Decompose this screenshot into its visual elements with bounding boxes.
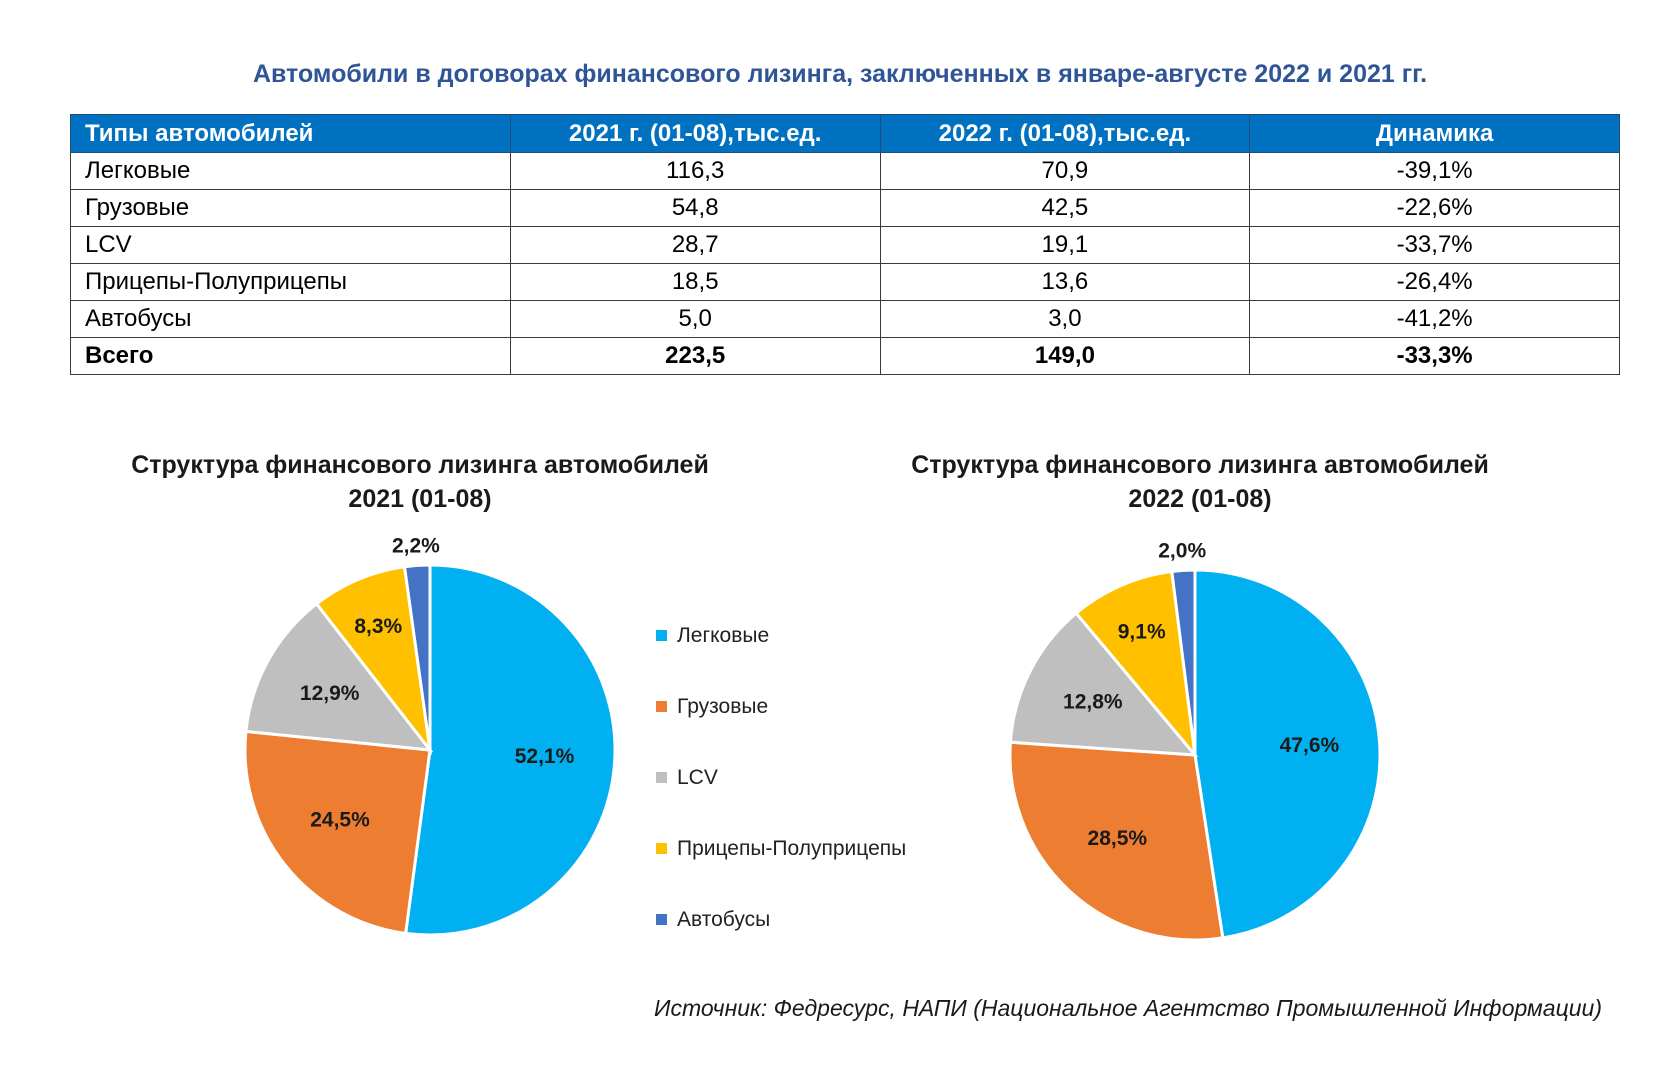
legend-item — [656, 600, 906, 671]
legend-swatch — [656, 772, 667, 783]
legend-swatch — [656, 843, 667, 854]
table-row — [71, 301, 1620, 338]
legend-label: LCV — [677, 765, 718, 789]
table-cell: 54,8 — [510, 190, 880, 227]
legend-label: Легковые — [677, 623, 770, 647]
table-cell: 18,5 — [510, 264, 880, 301]
table-cell: Всего — [71, 338, 511, 375]
table-cell: -41,2% — [1250, 301, 1620, 338]
table-cell: -33,3% — [1250, 338, 1620, 375]
legend-item — [656, 813, 906, 884]
table-cell: Автобусы — [71, 301, 511, 338]
table-cell: 13,6 — [880, 264, 1250, 301]
pie-data-label: 9,1% — [1117, 620, 1166, 644]
pie-data-label: 8,3% — [354, 614, 403, 638]
table-cell: 116,3 — [510, 153, 880, 190]
table-cell: 42,5 — [880, 190, 1250, 227]
pie-2021-title-line1: Структура финансового лизинга автомобилей — [131, 451, 709, 479]
legend-swatch — [656, 630, 667, 641]
legend-swatch — [656, 914, 667, 925]
table-header-row — [71, 115, 1620, 153]
table-cell: 3,0 — [880, 301, 1250, 338]
table-cell: 19,1 — [880, 227, 1250, 264]
legend-label: Прицепы-Полуприцепы — [677, 836, 907, 860]
pie-data-label: 24,5% — [310, 808, 370, 832]
table-row — [71, 264, 1620, 301]
pie-slice-грузовые — [245, 731, 430, 933]
pie-2021-title — [90, 448, 750, 516]
pie-data-label: 12,8% — [1063, 690, 1123, 714]
pie-data-label: 47,6% — [1279, 733, 1340, 757]
pie-2022-title — [870, 448, 1530, 516]
chart-legend — [656, 600, 906, 955]
pie-data-label: 12,9% — [299, 681, 360, 705]
table-header-cell: Типы автомобилей — [71, 115, 511, 153]
table-cell: 223,5 — [510, 338, 880, 375]
pie-2022-title-line1: Структура финансового лизинга автомобилей — [911, 451, 1489, 479]
table-row — [71, 190, 1620, 227]
table-cell: -33,7% — [1250, 227, 1620, 264]
pie-2022-title-line2: 2022 (01-08) — [1128, 485, 1272, 513]
table-cell: LCV — [71, 227, 511, 264]
table-cell: Грузовые — [71, 190, 511, 227]
legend-item — [656, 671, 906, 742]
legend-label: Автобусы — [677, 907, 771, 931]
source-note: Источник: Федресурс, НАПИ (Национальное Агентство Промышленной Информации) — [654, 995, 1602, 1021]
table-cell: 149,0 — [880, 338, 1250, 375]
table-cell: Прицепы-Полуприцепы — [71, 264, 511, 301]
table-row — [71, 153, 1620, 190]
legend-item — [656, 742, 906, 813]
legend-item — [656, 884, 906, 955]
table-header-cell: 2022 г. (01-08),тыс.ед. — [880, 115, 1250, 153]
table-header-cell: 2021 г. (01-08),тыс.ед. — [510, 115, 880, 153]
table-cell: 28,7 — [510, 227, 880, 264]
pie-data-label: 2,0% — [1158, 539, 1207, 563]
table-header-cell: Динамика — [1250, 115, 1620, 153]
pie-2021-title-line2: 2021 (01-08) — [348, 485, 492, 513]
table-cell: -22,6% — [1250, 190, 1620, 227]
pie-chart-2022 — [1005, 539, 1385, 945]
legend-label: Грузовые — [677, 694, 769, 718]
table-cell: Легковые — [71, 153, 511, 190]
table-cell: -26,4% — [1250, 264, 1620, 301]
pie-data-label: 28,5% — [1087, 826, 1148, 850]
table-total-row — [71, 338, 1620, 375]
table-cell: 70,9 — [880, 153, 1250, 190]
pie-data-label: 2,2% — [391, 534, 440, 558]
table-row — [71, 227, 1620, 264]
table-cell: 5,0 — [510, 301, 880, 338]
leasing-table — [70, 114, 1620, 375]
legend-swatch — [656, 701, 667, 712]
pie-slice-легковые — [406, 565, 615, 935]
pie-chart-2021 — [240, 534, 620, 940]
pie-data-label: 52,1% — [514, 745, 575, 769]
page-title: Автомобили в договорах финансового лизинга, заключенных в январе-августе 2022 и 2021 гг. — [252, 60, 1428, 88]
table-cell: -39,1% — [1250, 153, 1620, 190]
